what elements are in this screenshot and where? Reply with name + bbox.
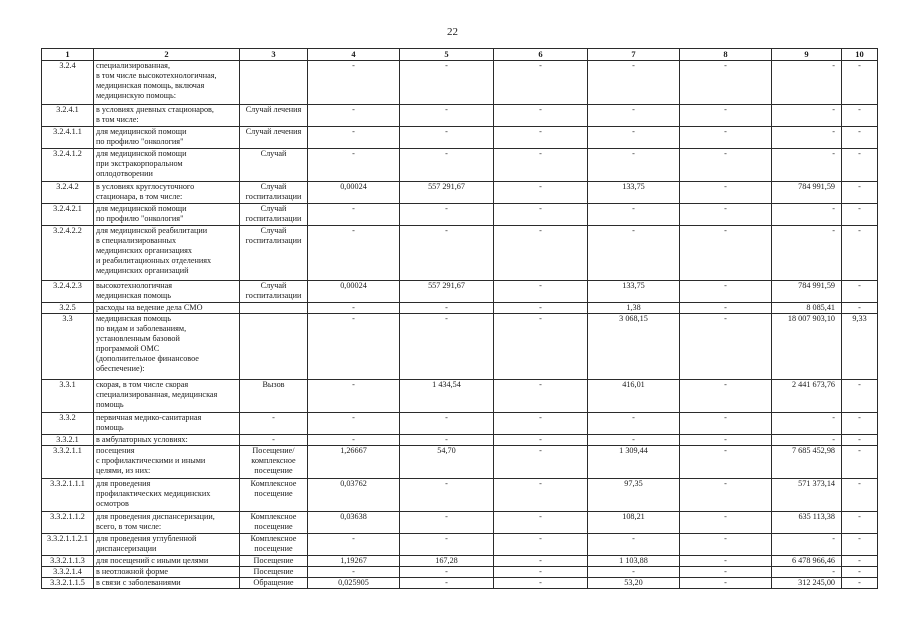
cell-col-10: - xyxy=(842,127,878,149)
row-description: расходы на ведение дела СМО xyxy=(94,303,240,314)
cell-col-8: - xyxy=(680,446,772,479)
row-unit: Случай госпитализации xyxy=(240,204,308,226)
table-row xyxy=(42,446,878,479)
cell-col-9: - xyxy=(772,413,842,435)
cell-col-10: - xyxy=(842,512,878,534)
cell-col-10: - xyxy=(842,182,878,204)
row-number: 3.3.1 xyxy=(42,380,94,413)
cell-col-7: - xyxy=(588,567,680,578)
cell-col-5: - xyxy=(400,578,494,589)
cell-col-4: 1,26667 xyxy=(308,446,400,479)
cell-col-8: - xyxy=(680,61,772,105)
row-number: 3.2.4.1 xyxy=(42,105,94,127)
cell-col-6: - xyxy=(494,226,588,281)
cell-col-6: - xyxy=(494,446,588,479)
cell-col-4: 1,19267 xyxy=(308,556,400,567)
row-description: высокотехнологичная медицинская помощь xyxy=(94,281,240,303)
cell-col-10: - xyxy=(842,303,878,314)
cell-col-10: - xyxy=(842,105,878,127)
row-number: 3.2.4.1.1 xyxy=(42,127,94,149)
cell-col-4: - xyxy=(308,127,400,149)
row-number: 3.3 xyxy=(42,314,94,380)
row-unit: - xyxy=(240,435,308,446)
cell-col-7: 1 103,88 xyxy=(588,556,680,567)
table-body xyxy=(42,61,878,589)
table-row xyxy=(42,281,878,303)
row-number: 3.2.4.2.2 xyxy=(42,226,94,281)
cell-col-10: - xyxy=(842,534,878,556)
cell-col-6: - xyxy=(494,127,588,149)
cell-col-5: - xyxy=(400,512,494,534)
row-unit: - xyxy=(240,413,308,435)
cell-col-5: - xyxy=(400,226,494,281)
table-row xyxy=(42,127,878,149)
cell-col-7: 1 309,44 xyxy=(588,446,680,479)
row-number: 3.2.4.2.3 xyxy=(42,281,94,303)
row-number: 3.3.2.1.4 xyxy=(42,567,94,578)
cell-col-10: - xyxy=(842,413,878,435)
row-unit: Комплексное посещение xyxy=(240,479,308,512)
row-description: для посещений с иными целями xyxy=(94,556,240,567)
cell-col-9: - xyxy=(772,435,842,446)
cell-col-8: - xyxy=(680,556,772,567)
cell-col-6: - xyxy=(494,281,588,303)
cell-col-9: - xyxy=(772,534,842,556)
cell-col-6: - xyxy=(494,567,588,578)
row-number: 3.3.2.1.1.3 xyxy=(42,556,94,567)
cell-col-6: - xyxy=(494,182,588,204)
cell-col-5: - xyxy=(400,479,494,512)
column-header: 2 xyxy=(94,49,240,61)
cell-col-9: 7 685 452,98 xyxy=(772,446,842,479)
cell-col-9: - xyxy=(772,149,842,182)
cell-col-9: 312 245,00 xyxy=(772,578,842,589)
cell-col-4: 0,025905 xyxy=(308,578,400,589)
cell-col-4: - xyxy=(308,204,400,226)
cell-col-5: - xyxy=(400,413,494,435)
cell-col-7: - xyxy=(588,534,680,556)
row-description: для проведения диспансеризации, всего, в том числе: xyxy=(94,512,240,534)
cell-col-7: 133,75 xyxy=(588,182,680,204)
cell-col-9: 784 991,59 xyxy=(772,281,842,303)
table-header-row xyxy=(42,49,878,61)
column-header: 4 xyxy=(308,49,400,61)
cell-col-4: - xyxy=(308,534,400,556)
cell-col-4: - xyxy=(308,567,400,578)
cell-col-6: - xyxy=(494,534,588,556)
cell-col-6: - xyxy=(494,435,588,446)
row-description: в условиях дневных стационаров, в том числе: xyxy=(94,105,240,127)
row-number: 3.3.2.1.1.2.1 xyxy=(42,534,94,556)
row-unit: Случай госпитализации xyxy=(240,182,308,204)
cell-col-8: - xyxy=(680,303,772,314)
cell-col-8: - xyxy=(680,479,772,512)
row-unit: Посещение xyxy=(240,556,308,567)
cell-col-7: 3 068,15 xyxy=(588,314,680,380)
row-unit xyxy=(240,61,308,105)
row-unit: Комплексное посещение xyxy=(240,512,308,534)
table-row xyxy=(42,567,878,578)
cell-col-4: - xyxy=(308,226,400,281)
cell-col-6: - xyxy=(494,578,588,589)
cell-col-9: - xyxy=(772,105,842,127)
table-row xyxy=(42,556,878,567)
cell-col-8: - xyxy=(680,226,772,281)
cell-col-4: - xyxy=(308,380,400,413)
cell-col-6: - xyxy=(494,512,588,534)
cell-col-10: - xyxy=(842,204,878,226)
cell-col-8: - xyxy=(680,105,772,127)
cell-col-5: - xyxy=(400,127,494,149)
cell-col-7: - xyxy=(588,149,680,182)
cell-col-8: - xyxy=(680,182,772,204)
cell-col-9: 2 441 673,76 xyxy=(772,380,842,413)
cell-col-9: - xyxy=(772,204,842,226)
row-unit: Посещение xyxy=(240,567,308,578)
cell-col-9: 784 991,59 xyxy=(772,182,842,204)
cell-col-6: - xyxy=(494,61,588,105)
cell-col-7: - xyxy=(588,61,680,105)
data-table xyxy=(41,48,878,589)
table-row xyxy=(42,578,878,589)
row-description: первичная медико-санитарная помощь xyxy=(94,413,240,435)
page-number: 22 xyxy=(447,26,458,38)
cell-col-7: - xyxy=(588,435,680,446)
row-description: в условиях круглосуточного стационара, в том числе: xyxy=(94,182,240,204)
column-header: 8 xyxy=(680,49,772,61)
row-number: 3.3.2.1.1 xyxy=(42,446,94,479)
cell-col-7: - xyxy=(588,204,680,226)
cell-col-10: - xyxy=(842,567,878,578)
column-header: 9 xyxy=(772,49,842,61)
row-unit: Случай госпитализации xyxy=(240,226,308,281)
table-row xyxy=(42,182,878,204)
row-number: 3.3.2.1.1.2 xyxy=(42,512,94,534)
row-number: 3.2.4.1.2 xyxy=(42,149,94,182)
cell-col-7: 416,01 xyxy=(588,380,680,413)
cell-col-9: 635 113,38 xyxy=(772,512,842,534)
cell-col-9: 6 478 966,46 xyxy=(772,556,842,567)
row-unit: Посещение/ комплексное посещение xyxy=(240,446,308,479)
cell-col-10: - xyxy=(842,578,878,589)
row-description: для проведения углубленной диспансеризации xyxy=(94,534,240,556)
cell-col-8: - xyxy=(680,281,772,303)
table-row xyxy=(42,479,878,512)
row-unit: Комплексное посещение xyxy=(240,534,308,556)
row-description: для медицинской помощи по профилю "онкология" xyxy=(94,127,240,149)
row-unit: Вызов xyxy=(240,380,308,413)
cell-col-7: - xyxy=(588,226,680,281)
row-description: в связи с заболеваниями xyxy=(94,578,240,589)
cell-col-4: - xyxy=(308,105,400,127)
row-number: 3.2.4.2 xyxy=(42,182,94,204)
table-row xyxy=(42,413,878,435)
cell-col-10: - xyxy=(842,556,878,567)
cell-col-9: 18 007 903,10 xyxy=(772,314,842,380)
row-description: медицинская помощь по видам и заболеваниям, установленным базовой программой ОМС (дополнительное финансовое обеспечение): xyxy=(94,314,240,380)
cell-col-6: - xyxy=(494,204,588,226)
row-unit: Случай госпитализации xyxy=(240,281,308,303)
row-number: 3.3.2.1.1.5 xyxy=(42,578,94,589)
column-header: 10 xyxy=(842,49,878,61)
row-description: скорая, в том числе скорая специализированная, медицинская помощь xyxy=(94,380,240,413)
cell-col-9: - xyxy=(772,567,842,578)
cell-col-9: 571 373,14 xyxy=(772,479,842,512)
cell-col-8: - xyxy=(680,314,772,380)
table-row xyxy=(42,435,878,446)
cell-col-4: - xyxy=(308,314,400,380)
cell-col-8: - xyxy=(680,149,772,182)
cell-col-6: - xyxy=(494,149,588,182)
cell-col-9: - xyxy=(772,61,842,105)
column-header: 7 xyxy=(588,49,680,61)
cell-col-5: 557 291,67 xyxy=(400,281,494,303)
cell-col-7: 108,21 xyxy=(588,512,680,534)
cell-col-5: - xyxy=(400,61,494,105)
row-number: 3.3.2.1 xyxy=(42,435,94,446)
cell-col-4: 0,00024 xyxy=(308,281,400,303)
cell-col-5: - xyxy=(400,567,494,578)
cell-col-6: - xyxy=(494,314,588,380)
cell-col-4: 0,00024 xyxy=(308,182,400,204)
cell-col-9: - xyxy=(772,127,842,149)
table-row xyxy=(42,534,878,556)
row-description: для проведения профилактических медицинских осмотров xyxy=(94,479,240,512)
row-description: специализированная, в том числе высокотехнологичная, медицинская помощь, включая медицинскую помощь: xyxy=(94,61,240,105)
cell-col-8: - xyxy=(680,127,772,149)
column-header: 1 xyxy=(42,49,94,61)
cell-col-5: 54,70 xyxy=(400,446,494,479)
row-number: 3.2.4 xyxy=(42,61,94,105)
cell-col-10: - xyxy=(842,226,878,281)
cell-col-8: - xyxy=(680,567,772,578)
cell-col-10: - xyxy=(842,281,878,303)
cell-col-8: - xyxy=(680,413,772,435)
cell-col-5: 1 434,54 xyxy=(400,380,494,413)
row-description: посещения с профилактическими и иными целями, из них: xyxy=(94,446,240,479)
cell-col-4: 0,03762 xyxy=(308,479,400,512)
row-unit xyxy=(240,303,308,314)
cell-col-5: - xyxy=(400,149,494,182)
cell-col-6: - xyxy=(494,105,588,127)
cell-col-10: - xyxy=(842,149,878,182)
column-header: 5 xyxy=(400,49,494,61)
row-description: для медицинской помощи при экстракорпоральном оплодотворении xyxy=(94,149,240,182)
row-description: для медицинской реабилитации в специализированных медицинских организациях и реабилитационных отделениях медицинских организаций xyxy=(94,226,240,281)
cell-col-10: - xyxy=(842,61,878,105)
cell-col-6: - xyxy=(494,303,588,314)
cell-col-10: 9,33 xyxy=(842,314,878,380)
cell-col-4: - xyxy=(308,413,400,435)
table-row xyxy=(42,380,878,413)
row-number: 3.3.2.1.1.1 xyxy=(42,479,94,512)
cell-col-7: - xyxy=(588,413,680,435)
cell-col-8: - xyxy=(680,204,772,226)
cell-col-8: - xyxy=(680,380,772,413)
row-number: 3.2.4.2.1 xyxy=(42,204,94,226)
cell-col-5: - xyxy=(400,204,494,226)
cell-col-7: 1,38 xyxy=(588,303,680,314)
cell-col-9: - xyxy=(772,226,842,281)
row-unit: Случай лечения xyxy=(240,127,308,149)
cell-col-5: 557 291,67 xyxy=(400,182,494,204)
cell-col-7: - xyxy=(588,105,680,127)
cell-col-6: - xyxy=(494,479,588,512)
cell-col-10: - xyxy=(842,380,878,413)
table-row xyxy=(42,512,878,534)
cell-col-8: - xyxy=(680,534,772,556)
row-unit: Случай xyxy=(240,149,308,182)
row-number: 3.3.2 xyxy=(42,413,94,435)
column-header: 6 xyxy=(494,49,588,61)
table-row xyxy=(42,61,878,105)
cell-col-10: - xyxy=(842,446,878,479)
cell-col-6: - xyxy=(494,413,588,435)
cell-col-10: - xyxy=(842,435,878,446)
table-row xyxy=(42,105,878,127)
cell-col-5: - xyxy=(400,435,494,446)
cell-col-7: 97,35 xyxy=(588,479,680,512)
table-row xyxy=(42,226,878,281)
cell-col-4: - xyxy=(308,303,400,314)
row-unit: Обращение xyxy=(240,578,308,589)
row-number: 3.2.5 xyxy=(42,303,94,314)
cell-col-8: - xyxy=(680,578,772,589)
row-description: в амбулаторных условиях: xyxy=(94,435,240,446)
row-unit: Случай лечения xyxy=(240,105,308,127)
cell-col-8: - xyxy=(680,435,772,446)
cell-col-4: - xyxy=(308,61,400,105)
cell-col-5: 167,28 xyxy=(400,556,494,567)
cell-col-8: - xyxy=(680,512,772,534)
cell-col-6: - xyxy=(494,556,588,567)
cell-col-7: 53,20 xyxy=(588,578,680,589)
cell-col-10: - xyxy=(842,479,878,512)
row-description: в неотложной форме xyxy=(94,567,240,578)
row-description: для медицинской помощи по профилю "онкология" xyxy=(94,204,240,226)
table-row xyxy=(42,303,878,314)
row-unit xyxy=(240,314,308,380)
cell-col-5: - xyxy=(400,303,494,314)
table-row xyxy=(42,149,878,182)
cell-col-5: - xyxy=(400,105,494,127)
table-row xyxy=(42,204,878,226)
cell-col-4: 0,03638 xyxy=(308,512,400,534)
cell-col-4: - xyxy=(308,435,400,446)
cell-col-9: 8 085,41 xyxy=(772,303,842,314)
column-header: 3 xyxy=(240,49,308,61)
cell-col-7: - xyxy=(588,127,680,149)
cell-col-6: - xyxy=(494,380,588,413)
cell-col-5: - xyxy=(400,314,494,380)
cell-col-5: - xyxy=(400,534,494,556)
cell-col-7: 133,75 xyxy=(588,281,680,303)
cell-col-4: - xyxy=(308,149,400,182)
table-row xyxy=(42,314,878,380)
